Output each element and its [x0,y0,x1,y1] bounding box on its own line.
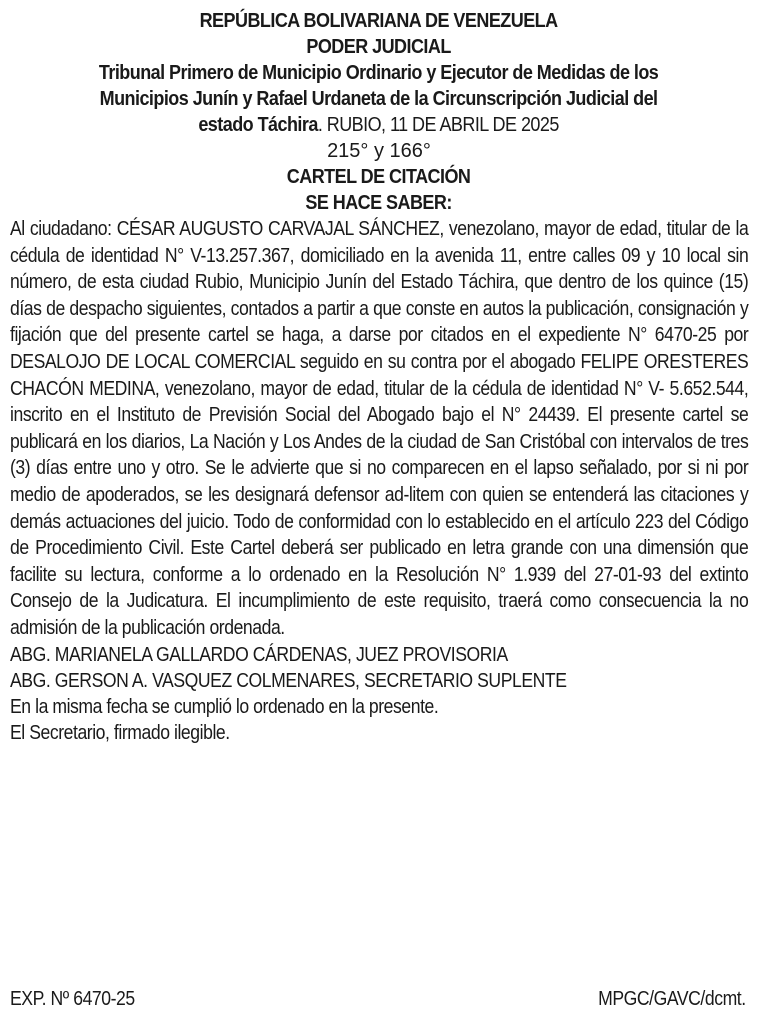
court-name-line-3 [10,112,747,138]
compliance-note: En la misma fecha se cumplió lo ordenado en la presente. [10,695,439,718]
judge-signature: ABG. MARIANELA GALLARDO CÁRDENAS, JUEZ PROVISORIA [10,643,508,666]
place-date: . RUBIO, 11 DE ABRIL DE 2025 [318,114,560,136]
court-state: estado Táchira [198,114,319,136]
court-name-line-1: Tribunal Primero de Municipio Ordinario y Ejecutor de Medidas de los [99,62,659,84]
notice-body: Al ciudadano: CÉSAR AUGUSTO CARVAJAL SÁNCHEZ, venezolano, mayor de edad, titular de la cédula de identidad N° V-13.257.367, domiciliado en la avenida 11, entre calles 09 y 10 local sin número, de esta ciudad Rubio, Municipio Junín del Estado Táchira, que dentro de los quince (15) días de despacho siguientes, contados a partir a que conste en autos la publicación, consignación y fijación que del presente cartel se haga, a darse por citados en el expediente N° 6470-25 por DESALOJO DE LOCAL COMERCIAL seguido en su contra por el abogado FELIPE ORESTERES CHACÓN MEDINA, venezolano, mayor de edad, titular de la cédula de identidad N° V- 5.652.544, inscrito en el Instituto de Previsión Social del Abogado bajo el N° 24439. El presente cartel se publicará en los diarios, La Nación y Los Andes de la ciudad de San Cristóbal con intervalos de tres (3) días entre uno y otro. Se le advierte que si no comparecen en el lapso señalado, por si ni por medio de apoderados, se les designará defensor ad-litem con quien se entenderá las citaciones y demás actuaciones del juicio. Todo de conformidad con lo establecido en el artículo 223 del Código de Procedimiento Civil. Este Cartel deberá ser publicado en letra grande con una dimensión que facilite su lectura, conforme a lo ordenado en la Resolución N° 1.939 del 27-01-93 del extinto Consejo de la Judicatura. El incumplimiento de este requisito, traerá como consecuencia la no admisión de la publicación ordenada. [10,218,749,639]
signed-note: El Secretario, firmado ilegible. [10,721,230,744]
notice-title-block [10,164,747,216]
file-number: EXP. Nº 6470-25 [10,988,135,1010]
notice-subtitle: SE HACE SABER: [305,192,453,214]
branch-heading: PODER JUDICIAL [306,36,452,58]
notice-header [10,8,747,138]
country-heading: REPÚBLICA BOLIVARIANA DE VENEZUELA [200,10,559,32]
secretary-signature: ABG. GERSON A. VASQUEZ COLMENARES, SECRETARIO SUPLENTE [10,669,567,692]
court-name-line-2: Municipios Junín y Rafael Urdaneta de la Circunscripción Judicial del [100,88,658,110]
typist-initials: MPGC/GAVC/dcmt. [598,988,746,1010]
years-line: 215° y 166° [327,140,431,162]
notice-title: CARTEL DE CITACIÓN [287,166,471,188]
